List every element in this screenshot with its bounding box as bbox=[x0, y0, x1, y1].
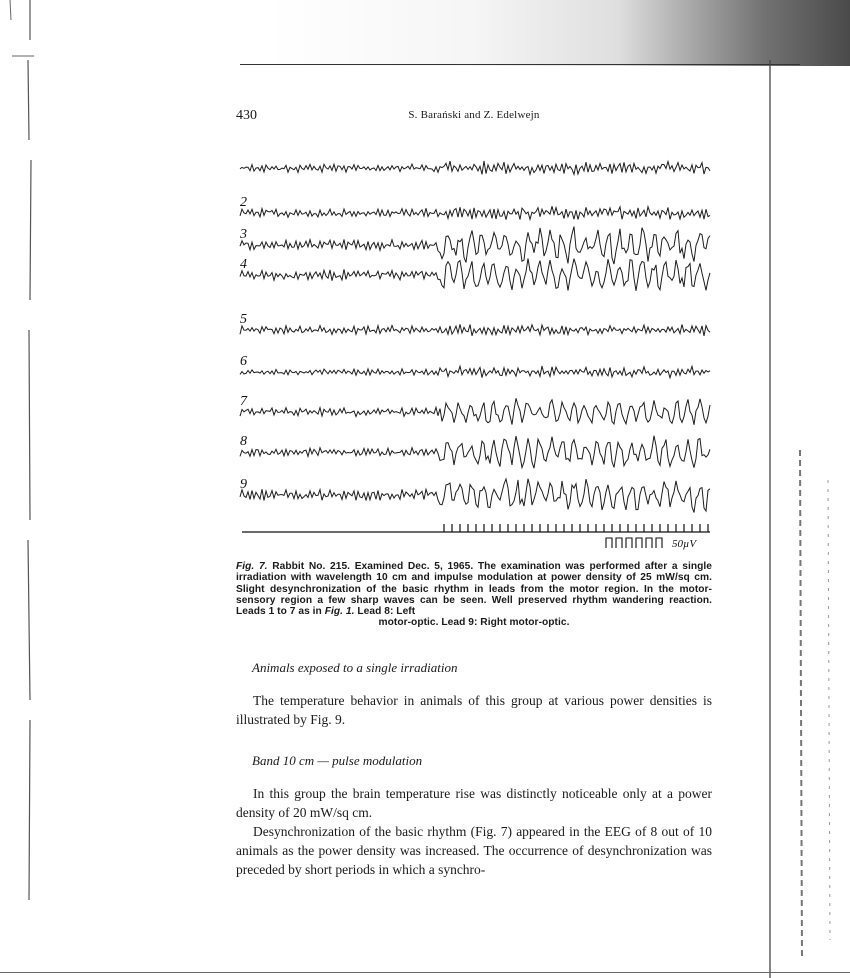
section-heading-band-10cm: Band 10 cm — pulse modulation bbox=[252, 753, 423, 768]
time-marker-line bbox=[242, 524, 710, 532]
calibration-pulses bbox=[606, 538, 662, 548]
trace-number-3: 3 bbox=[240, 227, 247, 242]
caption-text-last: motor-optic. Lead 9: Right motor-optic. bbox=[378, 617, 570, 629]
trace-number-5: 5 bbox=[240, 312, 247, 327]
paragraph-desynchronization bbox=[236, 822, 712, 879]
paragraph-temperature-text: The temperature behavior in animals of this group at various power densities is illustrated by Fig. 9. bbox=[236, 693, 712, 727]
eeg-trace-3 bbox=[240, 227, 710, 265]
eeg-trace-4 bbox=[240, 258, 710, 290]
trace-number-8: 8 bbox=[240, 434, 247, 449]
trace-number-4: 4 bbox=[240, 257, 247, 272]
trace-number-7: 7 bbox=[240, 394, 247, 409]
eeg-trace-9 bbox=[240, 479, 710, 513]
caption-fig-ref-2: Fig. 1. bbox=[324, 606, 355, 618]
caption-text-b: Lead 8: Left bbox=[357, 606, 416, 618]
caption-text-a: Rabbit No. 215. Examined Dec. 5, 1965. The examination was performed after a single irradiation with wavelength 10 cm and impulse modulation at power density of 25 mW/sq cm. Slight desynchronization of the basic rhythm in leads from the motor region. In the motor-sensory region a few sharp waves can be seen. Well preserved rhythm wandering reaction. Leads 1 to 7 as in bbox=[236, 561, 712, 618]
caption-fig-ref: Fig. 7. bbox=[236, 561, 268, 572]
scan-shadow-top bbox=[270, 0, 850, 66]
eeg-trace-7 bbox=[240, 398, 710, 425]
eeg-figure bbox=[234, 144, 714, 554]
paragraph-brain-temperature-text: In this group the brain temperature rise was distinctly noticeable only at a power density of 20 mW/sq cm. bbox=[236, 786, 712, 820]
trace-number-6: 6 bbox=[240, 354, 247, 369]
page-number: 430 bbox=[236, 108, 257, 123]
scan-edge-line bbox=[240, 64, 800, 65]
eeg-trace-8 bbox=[240, 436, 710, 469]
eeg-trace-6 bbox=[240, 366, 710, 378]
trace-number-9: 9 bbox=[240, 477, 247, 492]
scan-edge-bottom bbox=[0, 972, 850, 973]
trace-number-2: 2 bbox=[240, 195, 247, 210]
eeg-trace-2 bbox=[240, 206, 710, 219]
page-header bbox=[236, 108, 712, 128]
eeg-trace-1 bbox=[240, 161, 710, 174]
eeg-traces bbox=[234, 144, 714, 554]
calibration-label: 50µV bbox=[672, 538, 697, 550]
paragraph-brain-temperature bbox=[236, 784, 712, 822]
paragraph-desynchronization-text: Desynchronization of the basic rhythm (Fig. 7) appeared in the EEG of 8 out of 10 animals as the power density was increased. The occurrence of desynchronization was preceded by short periods in which a synchro- bbox=[236, 824, 712, 877]
figure-caption bbox=[236, 561, 712, 629]
scan-edge-left bbox=[8, 0, 36, 978]
paragraph-temperature bbox=[236, 691, 712, 729]
running-head: S. Barański and Z. Edelwejn bbox=[408, 109, 540, 121]
eeg-trace-5 bbox=[240, 324, 710, 336]
section-heading-single-irradiation: Animals exposed to a single irradiation bbox=[252, 660, 458, 675]
scan-edge-right bbox=[758, 60, 850, 978]
